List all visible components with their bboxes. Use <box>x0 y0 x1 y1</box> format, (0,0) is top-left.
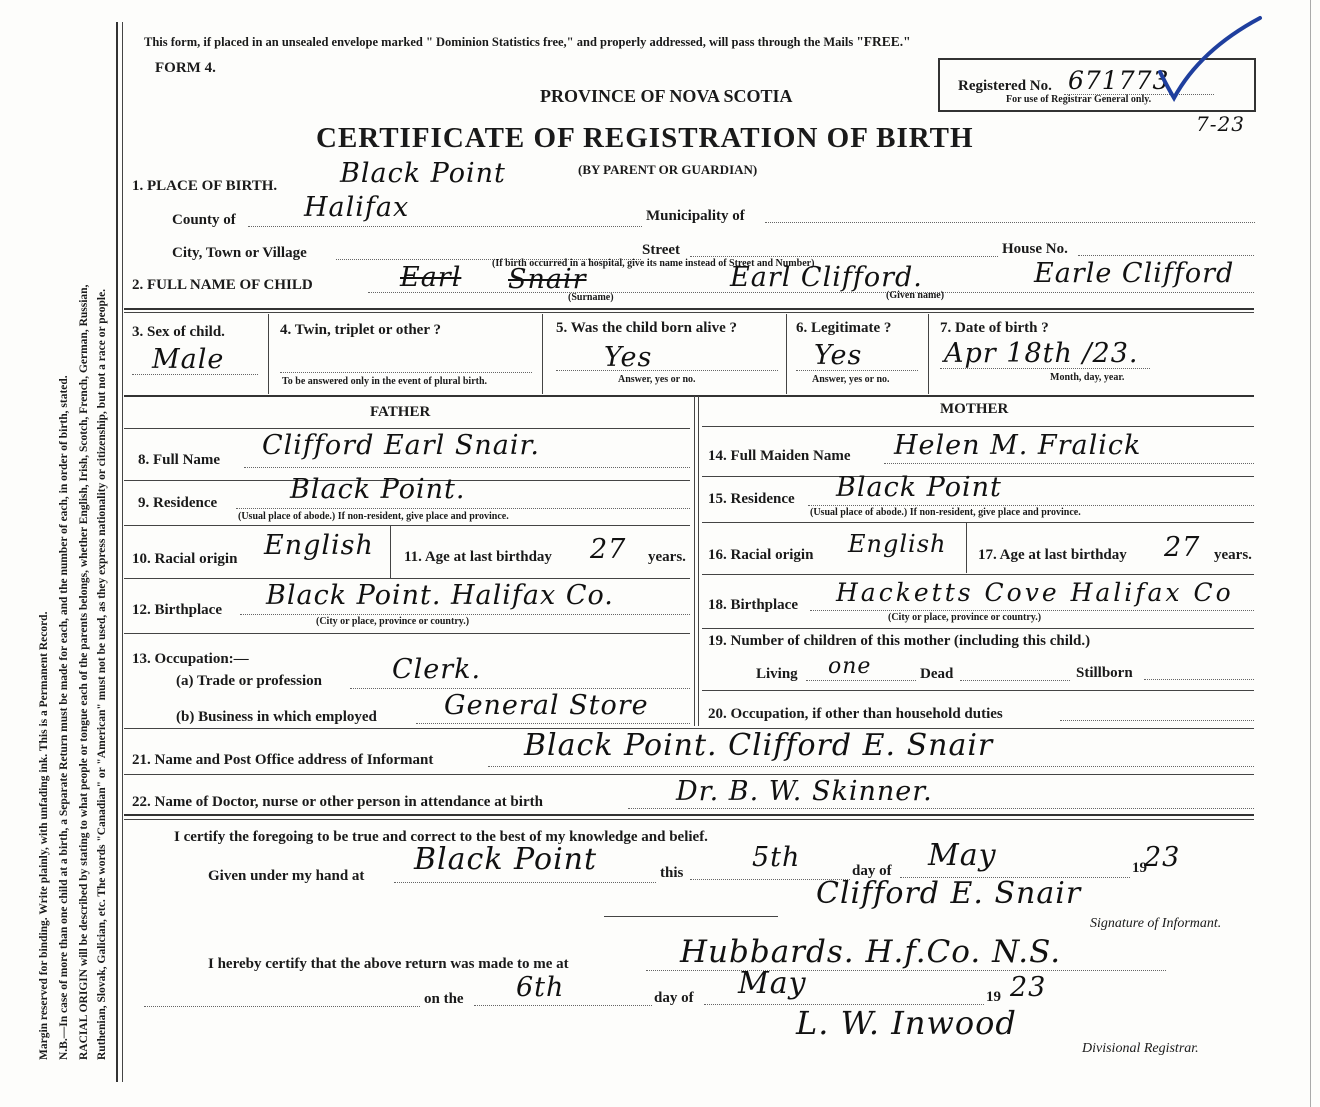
city-label: City, Town or Village <box>172 245 307 261</box>
check-mark-icon <box>1150 10 1270 110</box>
father-occupation-label: 13. Occupation:— <box>132 651 249 667</box>
divider-parents <box>124 395 1254 397</box>
doctor-label: 22. Name of Doctor, nurse or other person in attendance at birth <box>132 794 543 810</box>
father-heading: FATHER <box>370 404 431 420</box>
registered-label: Registered No. <box>958 78 1052 94</box>
registrar-on-the-label: on the <box>424 991 464 1007</box>
born-alive-label: 5. Was the child born alive ? <box>556 320 737 336</box>
registrar-month-value: May <box>738 966 807 1001</box>
margin-note-multiple-births: N.B.—In case of more than one child at a birth, a Separate Return must be made for each, and the number of each, in order of birth, stated. <box>58 375 70 1060</box>
mother-birthplace-note: (City or place, province or country.) <box>888 612 1042 623</box>
mother-age-value: 27 <box>1164 532 1201 563</box>
father-age-label: 11. Age at last birthday <box>404 549 552 565</box>
street-label: Street <box>642 242 681 258</box>
registrar-year-value: 23 <box>1010 972 1047 1003</box>
hospital-note: (If birth occurred in a hospital, give its name instead of Street and Number) <box>492 258 815 269</box>
child-given-alt: Earle Clifford <box>1034 258 1235 289</box>
father-name-value: Clifford Earl Snair. <box>262 430 541 461</box>
margin-note-racial-origin: RACIAL ORIGIN will be described by stating to what people or tongue each of the parents belongs, whether English, Irish, Scotch, French, German, Russian, <box>78 284 90 1060</box>
legitimate-value: Yes <box>814 340 863 371</box>
given-dayof-label: day of <box>852 863 892 879</box>
twin-label: 4. Twin, triplet or other ? <box>280 322 441 338</box>
registered-number: 671773 <box>1068 66 1170 95</box>
child-surname-value: Snair <box>508 264 587 295</box>
father-racial-value: English <box>264 530 374 561</box>
father-residence-note: (Usual place of abode.) If non-resident, give place and province. <box>238 511 509 522</box>
signature-caption: Signature of Informant. <box>1090 916 1222 931</box>
form-number: FORM 4. <box>155 60 216 76</box>
form-left-border <box>116 22 118 1082</box>
father-birthplace-label: 12. Birthplace <box>132 602 222 618</box>
municipality-label: Municipality of <box>646 208 745 224</box>
child-given-value: Earl Clifford. <box>730 262 923 293</box>
given-this-label: this <box>660 865 684 881</box>
born-alive-note: Answer, yes or no. <box>618 374 696 385</box>
mother-name-label: 14. Full Maiden Name <box>708 448 851 464</box>
certificate-title: CERTIFICATE OF REGISTRATION OF BIRTH <box>316 122 974 154</box>
divider-top <box>124 308 1254 310</box>
mother-age-label: 17. Age at last birthday <box>978 547 1127 563</box>
father-residence-value: Black Point. <box>290 474 466 505</box>
father-age-value: 27 <box>590 534 627 565</box>
registrar-text: I hereby certify that the above return was made to me at <box>208 956 569 972</box>
doctor-value: Dr. B. W. Skinner. <box>676 776 933 807</box>
registrar-caption: Divisional Registrar. <box>1082 1041 1199 1056</box>
given-month-value: May <box>928 838 997 873</box>
mother-residence-value: Black Point <box>836 472 1002 503</box>
mother-birthplace-value: Hacketts Cove Halifax Co <box>836 578 1234 607</box>
parents-divider <box>694 396 695 726</box>
registrar-year-prefix: 19 <box>986 989 1001 1005</box>
living-value: one <box>828 654 872 679</box>
father-age-unit: years. <box>648 549 686 565</box>
corner-mark: 7-23 <box>1196 112 1245 136</box>
father-birthplace-value: Black Point. Halifax Co. <box>266 580 614 611</box>
county-label: County of <box>172 212 236 228</box>
father-trade-value: Clerk. <box>392 654 482 685</box>
mother-heading: MOTHER <box>940 401 1009 417</box>
margin-note-binding: Margin reserved for binding. Write plainly, with unfading ink. This is a Permanent Record. <box>38 611 50 1060</box>
mother-name-value: Helen M. Fralick <box>894 430 1142 461</box>
sex-label: 3. Sex of child. <box>132 324 225 340</box>
informant-value: Black Point. Clifford E. Snair <box>524 728 994 763</box>
given-day-value: 5th <box>752 842 801 873</box>
given-year-prefix: 19 <box>1132 860 1147 876</box>
margin-note-nationality: Ruthenian, Slovak, Galician, etc. The words "Canadian" or "American" must not be used, as they express nationality or citizenship, but not a race or people. <box>96 288 108 1060</box>
legitimate-label: 6. Legitimate ? <box>796 320 892 336</box>
place-of-birth-label: 1. PLACE OF BIRTH. <box>132 178 278 194</box>
registrar-day-value: 6th <box>516 972 565 1003</box>
date-of-birth-value: Apr 18th /23. <box>944 338 1139 369</box>
informant-signature: Clifford E. Snair <box>816 876 1082 911</box>
stillborn-label: Stillborn <box>1076 665 1133 681</box>
county-value: Halifax <box>304 192 410 223</box>
given-caption: (Given name) <box>886 290 945 301</box>
registrar-general-note: For use of Registrar General only. <box>1006 94 1152 105</box>
house-label: House No. <box>1002 241 1068 257</box>
father-residence-label: 9. Residence <box>138 495 218 511</box>
mail-notice <box>144 34 911 50</box>
certify-text: I certify the foregoing to be true and correct to the best of my knowledge and belief. <box>174 829 708 845</box>
father-birthplace-note: (City or place, province or country.) <box>316 616 470 627</box>
date-of-birth-note: Month, day, year. <box>1050 372 1125 383</box>
father-trade-label: (a) Trade or profession <box>176 673 322 689</box>
mother-birthplace-label: 18. Birthplace <box>708 597 798 613</box>
mail-free: "FREE." <box>856 34 911 49</box>
informant-label: 21. Name and Post Office address of Informant <box>132 752 434 768</box>
mother-residence-note: (Usual place of abode.) If non-resident, give place and province. <box>810 507 1081 518</box>
children-count-label: 19. Number of children of this mother (including this child.) <box>708 633 1091 649</box>
born-alive-value: Yes <box>604 342 653 373</box>
surname-caption: (Surname) <box>568 292 614 303</box>
given-place-value: Black Point <box>414 842 598 877</box>
mother-racial-value: English <box>848 530 947 558</box>
living-label: Living <box>756 666 798 682</box>
mother-age-unit: years. <box>1214 547 1252 563</box>
twin-note: To be answered only in the event of plural birth. <box>282 376 488 387</box>
mail-notice-text: This form, if placed in an unsealed envelope marked " Dominion Statistics free," and properly addressed, will pass through the Mails <box>144 35 854 49</box>
form-left-border-inner <box>122 22 123 1082</box>
mother-racial-label: 16. Racial origin <box>708 547 814 563</box>
registrar-dayof-label: day of <box>654 990 694 1006</box>
mother-residence-label: 15. Residence <box>708 491 795 507</box>
place-of-birth-value: Black Point <box>340 158 506 189</box>
registrar-place-value: Hubbards. H.f.Co. N.S. <box>680 934 1062 970</box>
registrar-signature: L. W. Inwood <box>796 1004 1017 1042</box>
father-name-label: 8. Full Name <box>138 452 221 468</box>
father-business-label: (b) Business in which employed <box>176 709 377 725</box>
mother-occupation-label: 20. Occupation, if other than household duties <box>708 706 1003 722</box>
sex-value: Male <box>152 344 225 375</box>
father-business-value: General Store <box>444 690 649 721</box>
child-name-label: 2. FULL NAME OF CHILD <box>132 277 313 293</box>
given-year-value: 23 <box>1144 842 1181 873</box>
form-right-border <box>1310 0 1311 1107</box>
province-heading: PROVINCE OF NOVA SCOTIA <box>540 86 793 106</box>
given-under-label: Given under my hand at <box>208 868 365 884</box>
certificate-subtitle: (BY PARENT OR GUARDIAN) <box>578 162 758 177</box>
father-racial-label: 10. Racial origin <box>132 551 238 567</box>
legitimate-note: Answer, yes or no. <box>812 374 890 385</box>
date-of-birth-label: 7. Date of birth ? <box>940 320 1049 336</box>
child-surname-struck: Earl <box>400 262 462 293</box>
dead-label: Dead <box>920 666 954 682</box>
